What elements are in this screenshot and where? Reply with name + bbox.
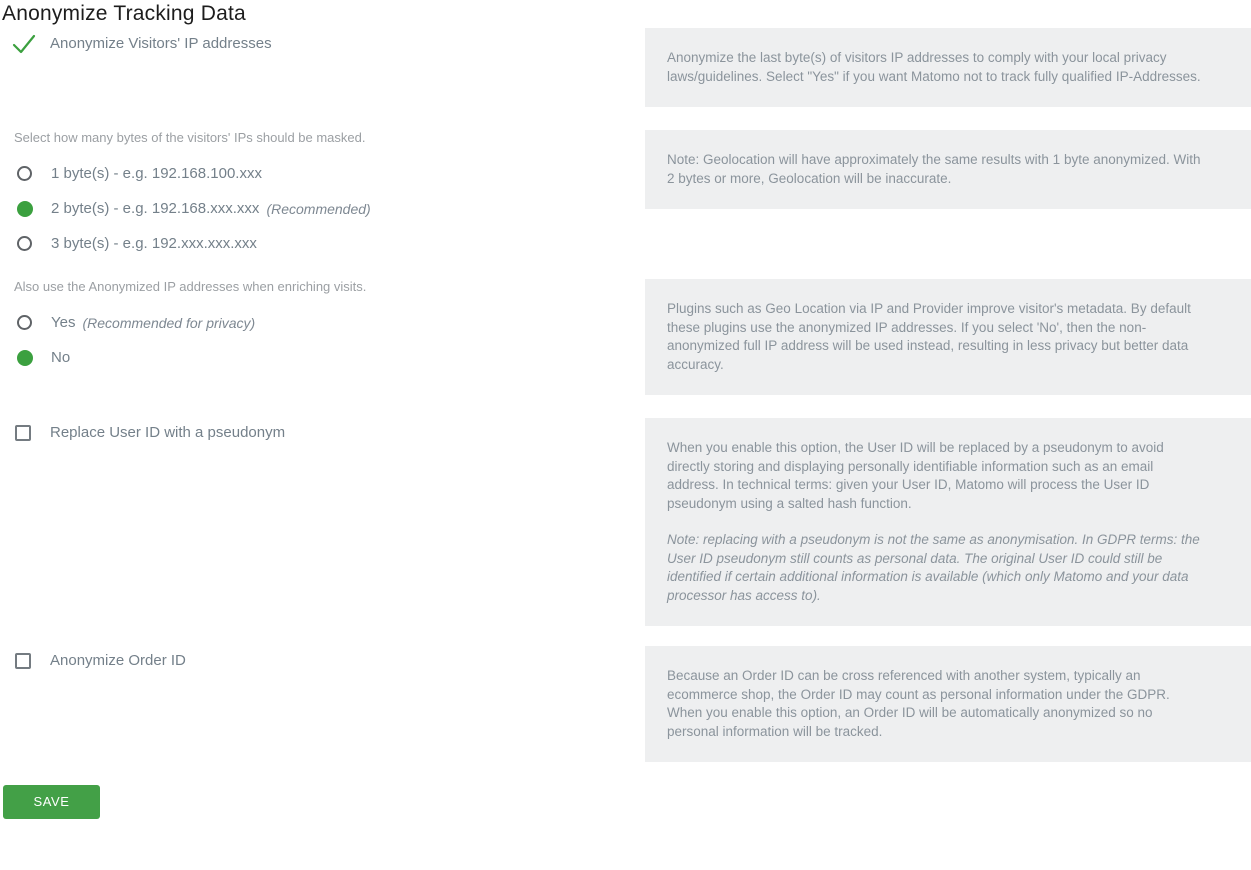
radio-button-icon[interactable] [17, 166, 32, 181]
help-text: When you enable this option, the User ID will be replaced by a pseudonym to avoid directly storing and displaying personally identifiable information such as an email address. In technical terms: given your User ID, Matomo will process the User ID pseudonym using a salted hash function. [667, 440, 1164, 511]
group-label-mask-length: Select how many bytes of the visitors' IPs should be masked. [14, 130, 366, 145]
help-text: Because an Order ID can be cross referenced with another system, typically an ecommerce shop, the Order ID may count as personal information under the GDPR. When you enable this option, an Order ID will be automatically anonymized so no personal information will be tracked. [667, 668, 1170, 739]
check-icon [12, 34, 36, 54]
help-box-use-anonymized-ip [645, 279, 1251, 395]
page-title: Anonymize Tracking Data [2, 2, 246, 25]
radio-option-2-bytes[interactable] [0, 191, 645, 226]
radio-option-3-bytes[interactable] [0, 226, 645, 261]
section-mask-length [0, 130, 1251, 261]
radio-button-icon[interactable] [17, 201, 33, 217]
save-button[interactable]: SAVE [3, 785, 100, 819]
radio-option-suffix: (Recommended) [266, 200, 371, 217]
radio-option-label: 2 byte(s) - e.g. 192.168.xxx.xxx [51, 199, 260, 217]
feature-ip-anonymize-label: Anonymize Visitors' IP addresses [50, 35, 272, 52]
radio-button-icon[interactable] [17, 315, 32, 330]
radio-button-icon[interactable] [17, 236, 32, 251]
help-box-mask-length [645, 130, 1251, 209]
feature-ip-anonymize[interactable] [0, 32, 645, 56]
checkbox-anonymize-order-id[interactable] [0, 649, 645, 673]
radio-option-1-byte[interactable] [0, 156, 645, 191]
checkbox-icon[interactable] [15, 653, 31, 669]
help-box-anonymize-order-id [645, 646, 1251, 762]
radio-option-label: Yes [51, 313, 76, 331]
radio-option-suffix: (Recommended for privacy) [82, 314, 256, 331]
help-text: Note: Geolocation will have approximately the same results with 1 byte anonymized. With 2 bytes or more, Geolocation will be inaccurate. [667, 152, 1201, 186]
checkbox-label: Anonymize Order ID [50, 652, 186, 669]
help-box-ip-anonymization [645, 28, 1251, 107]
radio-option-no[interactable] [0, 340, 645, 375]
help-text: Plugins such as Geo Location via IP and Provider improve visitor's metadata. By default these plugins use the anonymized IP addresses. If you select 'No', then the non-anonymized full IP address will be used instead, resulting in less privacy but better data accuracy. [667, 301, 1191, 372]
section-use-anonymized-ip [0, 279, 1251, 395]
radio-option-label: 3 byte(s) - e.g. 192.xxx.xxx.xxx [51, 234, 257, 252]
help-box-pseudonymize-user-id [645, 418, 1251, 626]
section-ip-anonymization [0, 28, 1251, 107]
checkbox-label: Replace User ID with a pseudonym [50, 424, 286, 441]
radio-option-yes[interactable] [0, 305, 645, 340]
section-anonymize-order-id [0, 646, 1251, 762]
checkbox-icon[interactable] [15, 425, 31, 441]
radio-option-label: 1 byte(s) - e.g. 192.168.100.xxx [51, 164, 262, 182]
checkbox-replace-user-id[interactable] [0, 421, 645, 445]
help-note-text: Note: replacing with a pseudonym is not the same as anonymisation. In GDPR terms: the User ID pseudonym still counts as personal data. The original User ID could still be identified if certain additional information is available (which only Matomo and your data processor has access to). [667, 532, 1200, 603]
group-label-use-anonymized-ip: Also use the Anonymized IP addresses when enriching visits. [14, 279, 367, 294]
radio-option-label: No [51, 348, 71, 366]
help-text: Anonymize the last byte(s) of visitors IP addresses to comply with your local privacy laws/guidelines. Select "Yes" if you want Matomo not to track fully qualified IP-Addresses. [667, 50, 1201, 84]
section-pseudonymize-user-id [0, 418, 1251, 626]
radio-button-icon[interactable] [17, 350, 33, 366]
